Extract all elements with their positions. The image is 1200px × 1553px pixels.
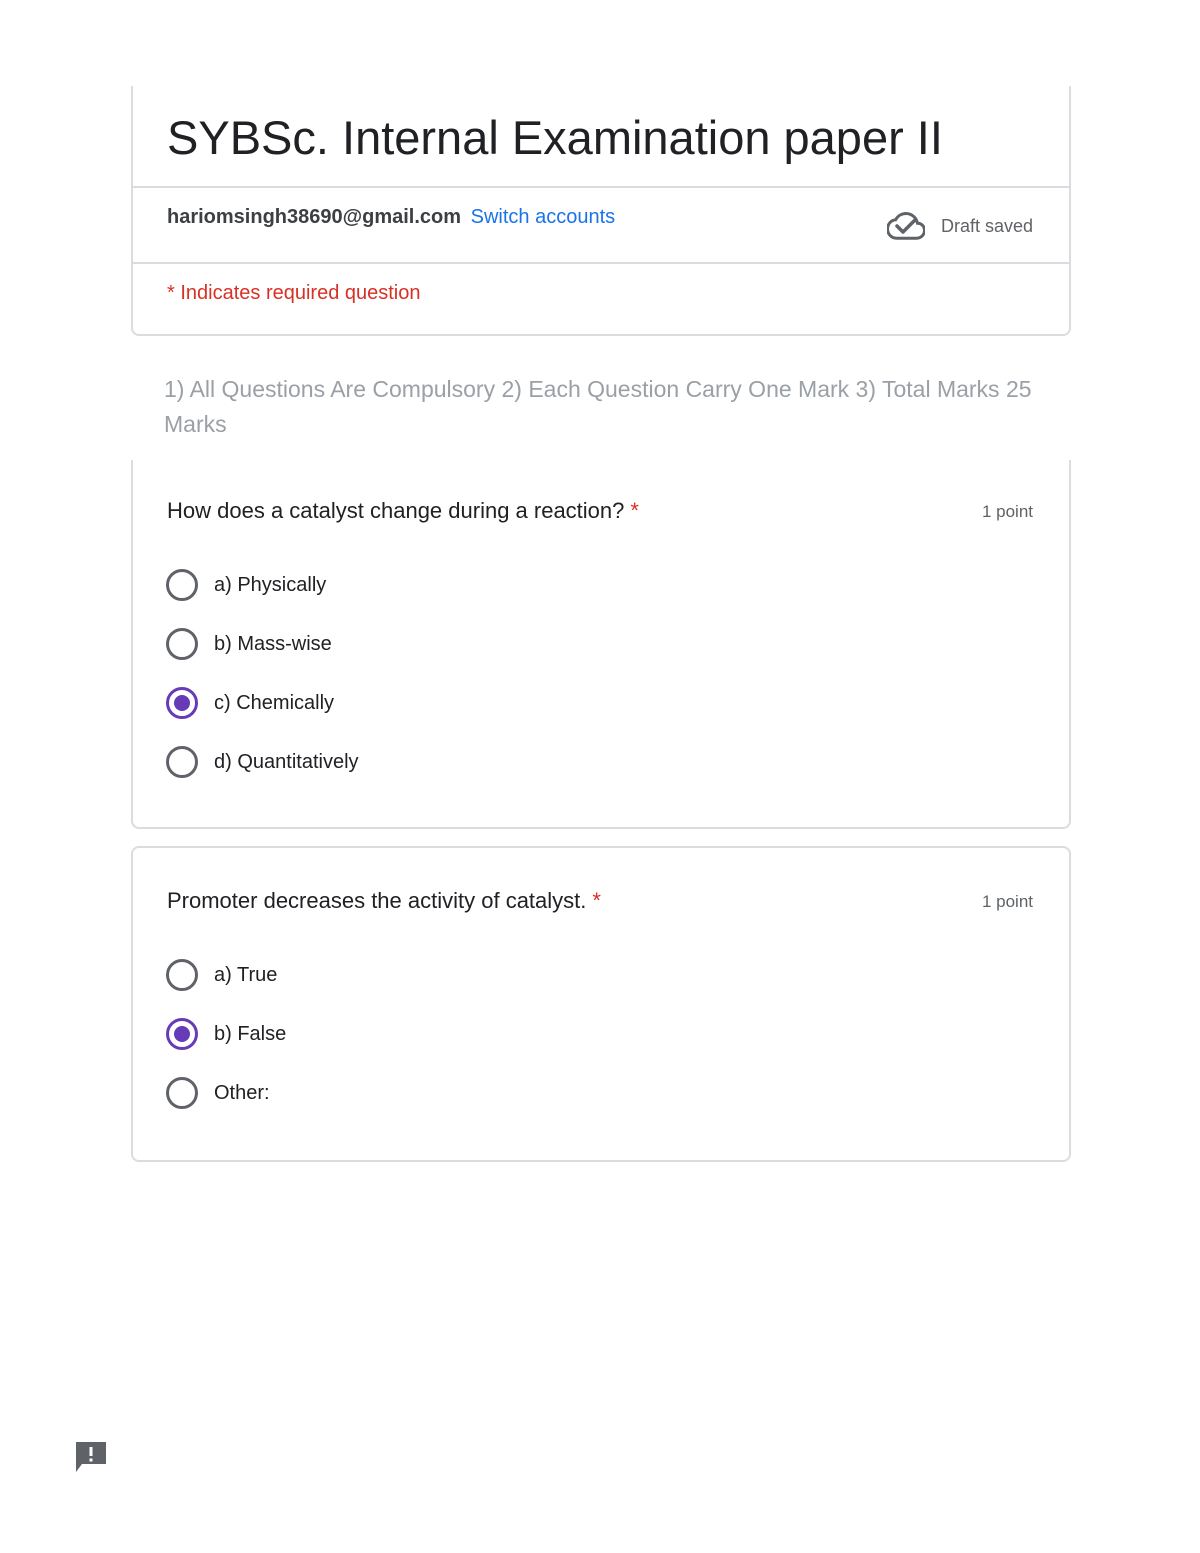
radio-button[interactable] bbox=[166, 959, 198, 991]
required-star: * bbox=[630, 498, 639, 523]
option-label: c) Chemically bbox=[214, 691, 335, 714]
radio-button[interactable] bbox=[166, 1077, 198, 1109]
question-card bbox=[131, 846, 1071, 1162]
option-label: a) Physically bbox=[214, 573, 327, 596]
radio-button[interactable] bbox=[166, 628, 198, 660]
radio-button-selected[interactable] bbox=[166, 687, 198, 719]
account-row bbox=[167, 206, 615, 229]
header-divider bbox=[133, 262, 1069, 264]
option-label: b) Mass-wise bbox=[214, 632, 332, 655]
radio-button[interactable] bbox=[166, 569, 198, 601]
radio-option[interactable] bbox=[166, 686, 334, 720]
draft-status bbox=[887, 212, 1033, 240]
radio-option[interactable] bbox=[166, 1017, 286, 1051]
required-star: * bbox=[592, 888, 601, 913]
question-title bbox=[167, 498, 639, 524]
draft-status-text: Draft saved bbox=[940, 215, 1033, 236]
feedback-button[interactable] bbox=[74, 1440, 108, 1474]
option-label: Other: bbox=[214, 1081, 270, 1104]
feedback-icon bbox=[74, 1440, 108, 1474]
radio-option[interactable] bbox=[166, 1076, 270, 1110]
switch-accounts-link[interactable]: Switch accounts bbox=[470, 206, 616, 228]
radio-option[interactable] bbox=[166, 958, 277, 992]
radio-dot bbox=[174, 695, 190, 711]
radio-dot bbox=[174, 1026, 190, 1042]
option-label: a) True bbox=[214, 963, 278, 986]
radio-button[interactable] bbox=[166, 746, 198, 778]
question-card bbox=[131, 460, 1071, 829]
question-points: 1 point bbox=[981, 892, 1033, 911]
question-text: How does a catalyst change during a reaction? bbox=[167, 498, 625, 523]
question-text: Promoter decreases the activity of catalyst. bbox=[167, 888, 587, 913]
radio-option[interactable] bbox=[166, 745, 359, 779]
required-note: * Indicates required question bbox=[167, 282, 421, 304]
section-description: 1) All Questions Are Compulsory 2) Each Question Carry One Mark 3) Total Marks 25 Marks bbox=[164, 376, 1032, 437]
form-title: SYBSc. Internal Examination paper II bbox=[167, 111, 943, 164]
account-email: hariomsingh38690@gmail.com bbox=[167, 206, 462, 228]
radio-option[interactable] bbox=[166, 568, 326, 602]
radio-option[interactable] bbox=[166, 627, 332, 661]
option-label: d) Quantitatively bbox=[214, 750, 359, 773]
header-divider bbox=[133, 186, 1069, 188]
question-points: 1 point bbox=[981, 502, 1033, 521]
form-header-card bbox=[131, 86, 1071, 336]
question-title bbox=[167, 888, 601, 914]
option-label: b) False bbox=[214, 1022, 287, 1045]
radio-button-selected[interactable] bbox=[166, 1018, 198, 1050]
cloud-done-icon bbox=[887, 212, 925, 240]
